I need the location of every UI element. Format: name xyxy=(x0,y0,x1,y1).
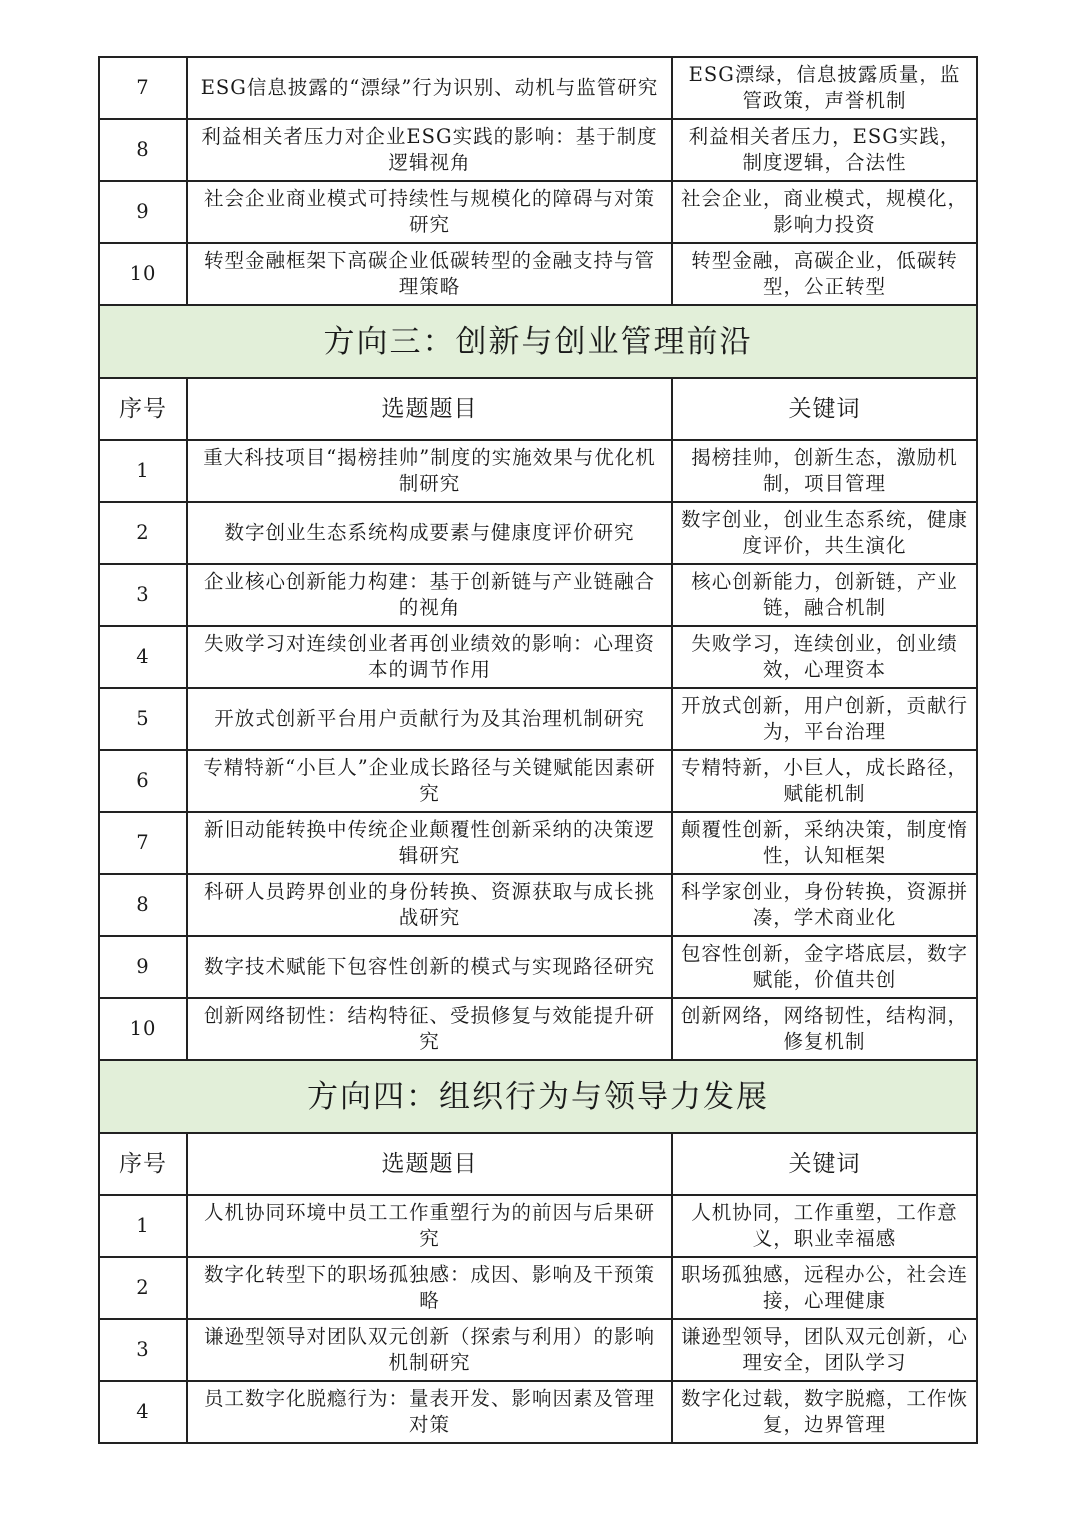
row-keywords: 专精特新，小巨人，成长路径，赋能机制 xyxy=(672,750,977,812)
row-number: 9 xyxy=(99,936,187,998)
row-keywords: 创新网络，网络韧性，结构洞，修复机制 xyxy=(672,998,977,1060)
table-row xyxy=(99,564,977,626)
table-row xyxy=(99,57,977,119)
row-topic: 人机协同环境中员工工作重塑行为的前因与后果研究 xyxy=(187,1195,672,1257)
table-row xyxy=(99,688,977,750)
topic-table xyxy=(98,56,978,1444)
row-keywords: 核心创新能力，创新链，产业链，融合机制 xyxy=(672,564,977,626)
row-number: 4 xyxy=(99,1381,187,1443)
row-keywords: 数字创业，创业生态系统，健康度评价，共生演化 xyxy=(672,502,977,564)
table-row xyxy=(99,243,977,305)
row-topic: 社会企业商业模式可持续性与规模化的障碍与对策研究 xyxy=(187,181,672,243)
section-title: 方向三：创新与创业管理前沿 xyxy=(99,305,977,378)
section-title: 方向四：组织行为与领导力发展 xyxy=(99,1060,977,1133)
table-row xyxy=(99,1381,977,1443)
section-title-row xyxy=(99,305,977,378)
table-row xyxy=(99,440,977,502)
header-keywords: 关键词 xyxy=(672,1133,977,1195)
header-topic: 选题题目 xyxy=(187,378,672,440)
table-row xyxy=(99,998,977,1060)
section-title-row xyxy=(99,1060,977,1133)
row-keywords: 转型金融，高碳企业，低碳转型，公正转型 xyxy=(672,243,977,305)
row-number: 8 xyxy=(99,874,187,936)
row-number: 7 xyxy=(99,812,187,874)
row-keywords: ESG漂绿，信息披露质量，监管政策，声誉机制 xyxy=(672,57,977,119)
row-keywords: 揭榜挂帅，创新生态，激励机制，项目管理 xyxy=(672,440,977,502)
table-row xyxy=(99,750,977,812)
row-keywords: 包容性创新，金字塔底层，数字赋能，价值共创 xyxy=(672,936,977,998)
row-topic: 专精特新“小巨人”企业成长路径与关键赋能因素研究 xyxy=(187,750,672,812)
row-keywords: 科学家创业，身份转换，资源拼凑，学术商业化 xyxy=(672,874,977,936)
row-keywords: 颠覆性创新，采纳决策，制度惰性，认知框架 xyxy=(672,812,977,874)
row-number: 3 xyxy=(99,564,187,626)
row-topic: 企业核心创新能力构建：基于创新链与产业链融合的视角 xyxy=(187,564,672,626)
row-number: 8 xyxy=(99,119,187,181)
row-number: 7 xyxy=(99,57,187,119)
row-topic: 数字创业生态系统构成要素与健康度评价研究 xyxy=(187,502,672,564)
row-topic: 失败学习对连续创业者再创业绩效的影响：心理资本的调节作用 xyxy=(187,626,672,688)
row-number: 1 xyxy=(99,1195,187,1257)
header-keywords: 关键词 xyxy=(672,378,977,440)
row-topic: 数字化转型下的职场孤独感：成因、影响及干预策略 xyxy=(187,1257,672,1319)
table-row xyxy=(99,1257,977,1319)
row-topic: 转型金融框架下高碳企业低碳转型的金融支持与管理策略 xyxy=(187,243,672,305)
row-topic: 创新网络韧性：结构特征、受损修复与效能提升研究 xyxy=(187,998,672,1060)
row-keywords: 人机协同，工作重塑，工作意义，职业幸福感 xyxy=(672,1195,977,1257)
row-number: 10 xyxy=(99,243,187,305)
row-topic: 谦逊型领导对团队双元创新（探索与利用）的影响机制研究 xyxy=(187,1319,672,1381)
row-keywords: 社会企业，商业模式，规模化，影响力投资 xyxy=(672,181,977,243)
row-keywords: 职场孤独感，远程办公，社会连接，心理健康 xyxy=(672,1257,977,1319)
row-topic: 利益相关者压力对企业ESG实践的影响：基于制度逻辑视角 xyxy=(187,119,672,181)
table-row xyxy=(99,181,977,243)
table-row xyxy=(99,502,977,564)
row-number: 3 xyxy=(99,1319,187,1381)
table-header-row xyxy=(99,1133,977,1195)
row-keywords: 数字化过载，数字脱瘾，工作恢复，边界管理 xyxy=(672,1381,977,1443)
row-topic: 新旧动能转换中传统企业颠覆性创新采纳的决策逻辑研究 xyxy=(187,812,672,874)
table-row xyxy=(99,1195,977,1257)
header-num: 序号 xyxy=(99,1133,187,1195)
row-topic: 重大科技项目“揭榜挂帅”制度的实施效果与优化机制研究 xyxy=(187,440,672,502)
row-topic: ESG信息披露的“漂绿”行为识别、动机与监管研究 xyxy=(187,57,672,119)
table-row xyxy=(99,119,977,181)
topic-table-body xyxy=(99,57,977,1443)
row-number: 9 xyxy=(99,181,187,243)
table-row xyxy=(99,626,977,688)
row-number: 2 xyxy=(99,502,187,564)
table-row xyxy=(99,936,977,998)
row-topic: 数字技术赋能下包容性创新的模式与实现路径研究 xyxy=(187,936,672,998)
table-header-row xyxy=(99,378,977,440)
table-row xyxy=(99,812,977,874)
row-keywords: 谦逊型领导，团队双元创新，心理安全，团队学习 xyxy=(672,1319,977,1381)
header-topic: 选题题目 xyxy=(187,1133,672,1195)
row-number: 10 xyxy=(99,998,187,1060)
row-number: 1 xyxy=(99,440,187,502)
row-topic: 科研人员跨界创业的身份转换、资源获取与成长挑战研究 xyxy=(187,874,672,936)
row-number: 4 xyxy=(99,626,187,688)
row-topic: 员工数字化脱瘾行为：量表开发、影响因素及管理对策 xyxy=(187,1381,672,1443)
table-row xyxy=(99,1319,977,1381)
row-keywords: 开放式创新，用户创新，贡献行为，平台治理 xyxy=(672,688,977,750)
row-topic: 开放式创新平台用户贡献行为及其治理机制研究 xyxy=(187,688,672,750)
table-row xyxy=(99,874,977,936)
header-num: 序号 xyxy=(99,378,187,440)
row-keywords: 利益相关者压力，ESG实践，制度逻辑，合法性 xyxy=(672,119,977,181)
row-number: 6 xyxy=(99,750,187,812)
row-number: 5 xyxy=(99,688,187,750)
row-keywords: 失败学习，连续创业，创业绩效，心理资本 xyxy=(672,626,977,688)
row-number: 2 xyxy=(99,1257,187,1319)
